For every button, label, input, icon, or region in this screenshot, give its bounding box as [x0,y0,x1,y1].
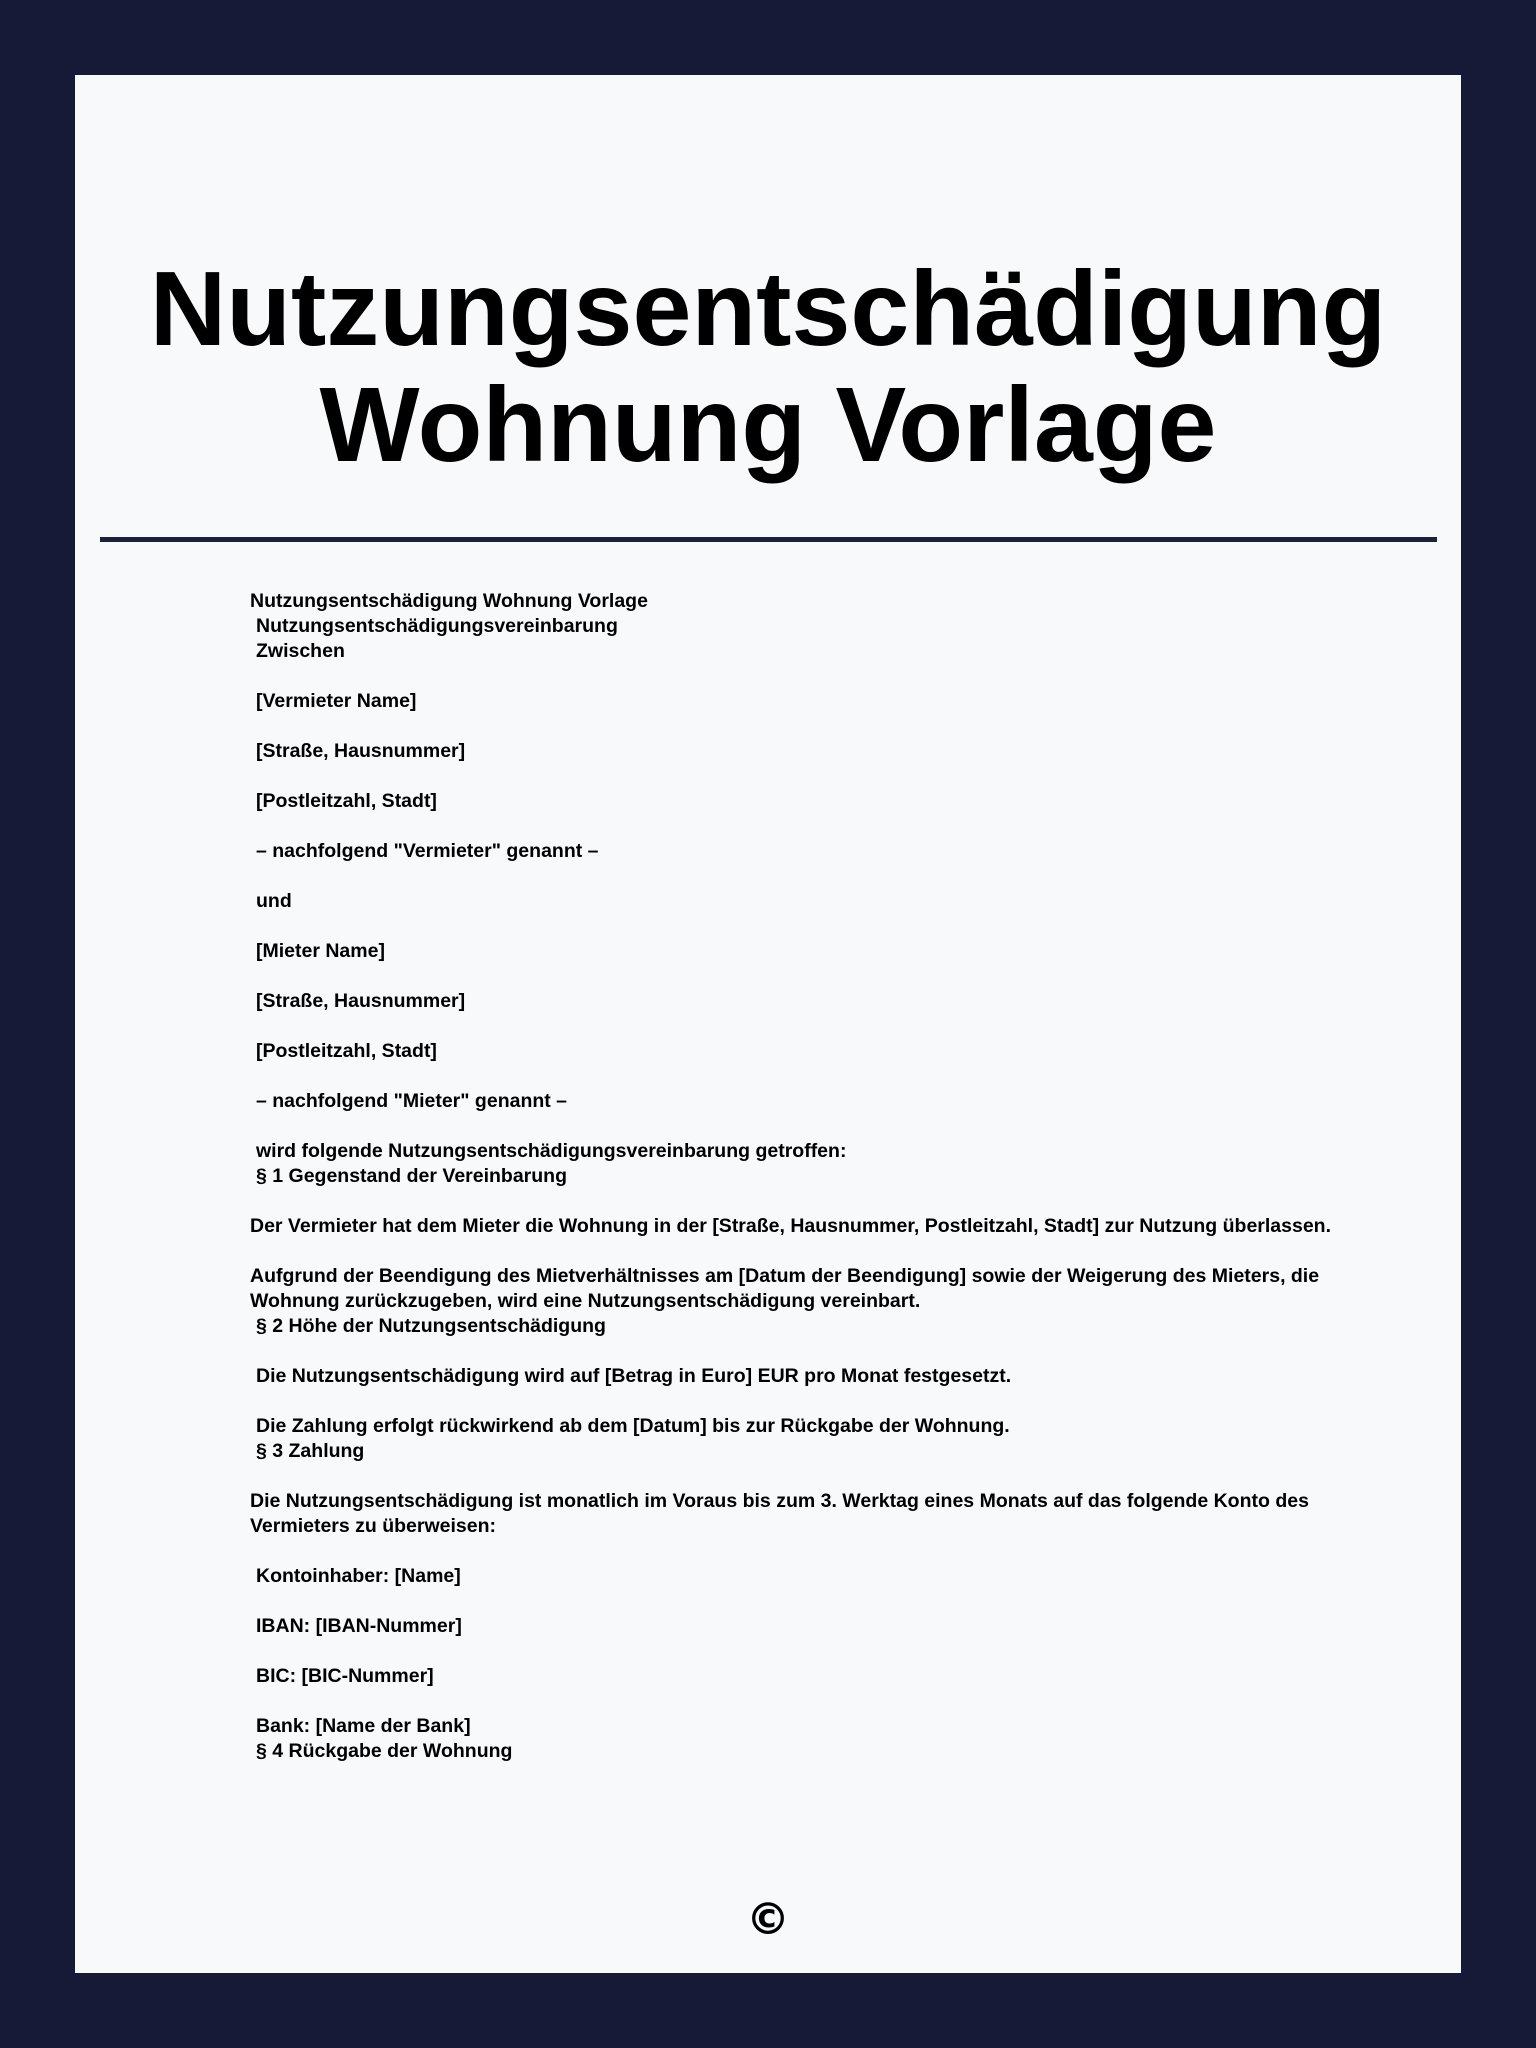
page-title [75,251,1461,483]
section-heading-3: § 3 Zahlung [256,1440,365,1462]
body-line-blank [250,1389,1350,1414]
body-line-tenant-city: [Postleitzahl, Stadt] [256,1040,437,1062]
section-3-paragraph-1: Die Nutzungsentschädigung ist monatlich im Voraus bis zum 3. Werktag eines Monats auf das folgende Konto des Vermieters zu überweisen: [250,1490,1309,1537]
body-line-blank [250,1014,1350,1039]
document-body [250,589,1350,1764]
body-line-blank [250,1114,1350,1139]
body-line-blank [250,814,1350,839]
bic-line: BIC: [BIC-Nummer] [256,1665,434,1687]
body-line-agreement-heading: Nutzungsentschädigungsvereinbarung [256,615,618,637]
section-heading-2: § 2 Höhe der Nutzungsentschädigung [256,1315,606,1337]
body-line-blank [250,1539,1350,1564]
body-line-agreement-intro: wird folgende Nutzungsentschädigungsvereinbarung getroffen: [256,1140,847,1162]
page-title-line-1: Nutzungsentschädigung [149,250,1387,368]
body-line-between: Zwischen [256,640,345,662]
body-line-tenant-name: [Mieter Name] [256,940,385,962]
section-1-paragraph-1: Der Vermieter hat dem Mieter die Wohnung in der [Straße, Hausnummer, Postleitzahl, Stadt] zur Nutzung überlassen. [250,1215,1332,1237]
body-line-blank [250,664,1350,689]
body-line-landlord-designation: – nachfolgend "Vermieter" genannt – [256,840,599,862]
body-line-landlord-street: [Straße, Hausnummer] [256,740,466,762]
body-line-landlord-city: [Postleitzahl, Stadt] [256,790,437,812]
body-line-blank [250,1589,1350,1614]
body-line-blank [250,1189,1350,1214]
body-line-blank [250,714,1350,739]
body-line-blank [250,914,1350,939]
body-line-tenant-street: [Straße, Hausnummer] [256,990,466,1012]
body-line-blank [250,764,1350,789]
document-page [75,75,1461,1973]
body-line-blank [250,1689,1350,1714]
copyright-icon: © [746,1894,790,1945]
body-line-blank [250,864,1350,889]
page-title-line-2: Wohnung Vorlage [319,366,1217,484]
body-line-blank [250,1339,1350,1364]
body-line-landlord-name: [Vermieter Name] [256,690,417,712]
body-line-document-title: Nutzungsentschädigung Wohnung Vorlage [250,590,648,612]
title-divider [100,537,1437,542]
body-line-tenant-designation: – nachfolgend "Mieter" genannt – [256,1090,568,1112]
section-2-paragraph-1: Die Nutzungsentschädigung wird auf [Betrag in Euro] EUR pro Monat festgesetzt. [256,1365,1012,1387]
section-heading-1: § 1 Gegenstand der Vereinbarung [256,1165,568,1187]
account-holder-line: Kontoinhaber: [Name] [256,1565,461,1587]
body-line-blank [250,1239,1350,1264]
body-line-blank [250,964,1350,989]
body-line-blank [250,1064,1350,1089]
section-heading-4: § 4 Rückgabe der Wohnung [256,1740,513,1762]
iban-line: IBAN: [IBAN-Nummer] [256,1615,462,1637]
body-line-and: und [256,890,292,912]
section-2-paragraph-2: Die Zahlung erfolgt rückwirkend ab dem [Datum] bis zur Rückgabe der Wohnung. [256,1415,1010,1437]
section-1-paragraph-2: Aufgrund der Beendigung des Mietverhältnisses am [Datum der Beendigung] sowie der Weigerung des Mieters, die Wohnung zurückzugeben, wird eine Nutzungsentschädigung vereinbart. [250,1265,1320,1312]
bank-line: Bank: [Name der Bank] [256,1715,471,1737]
body-line-blank [250,1639,1350,1664]
body-line-blank [250,1464,1350,1489]
